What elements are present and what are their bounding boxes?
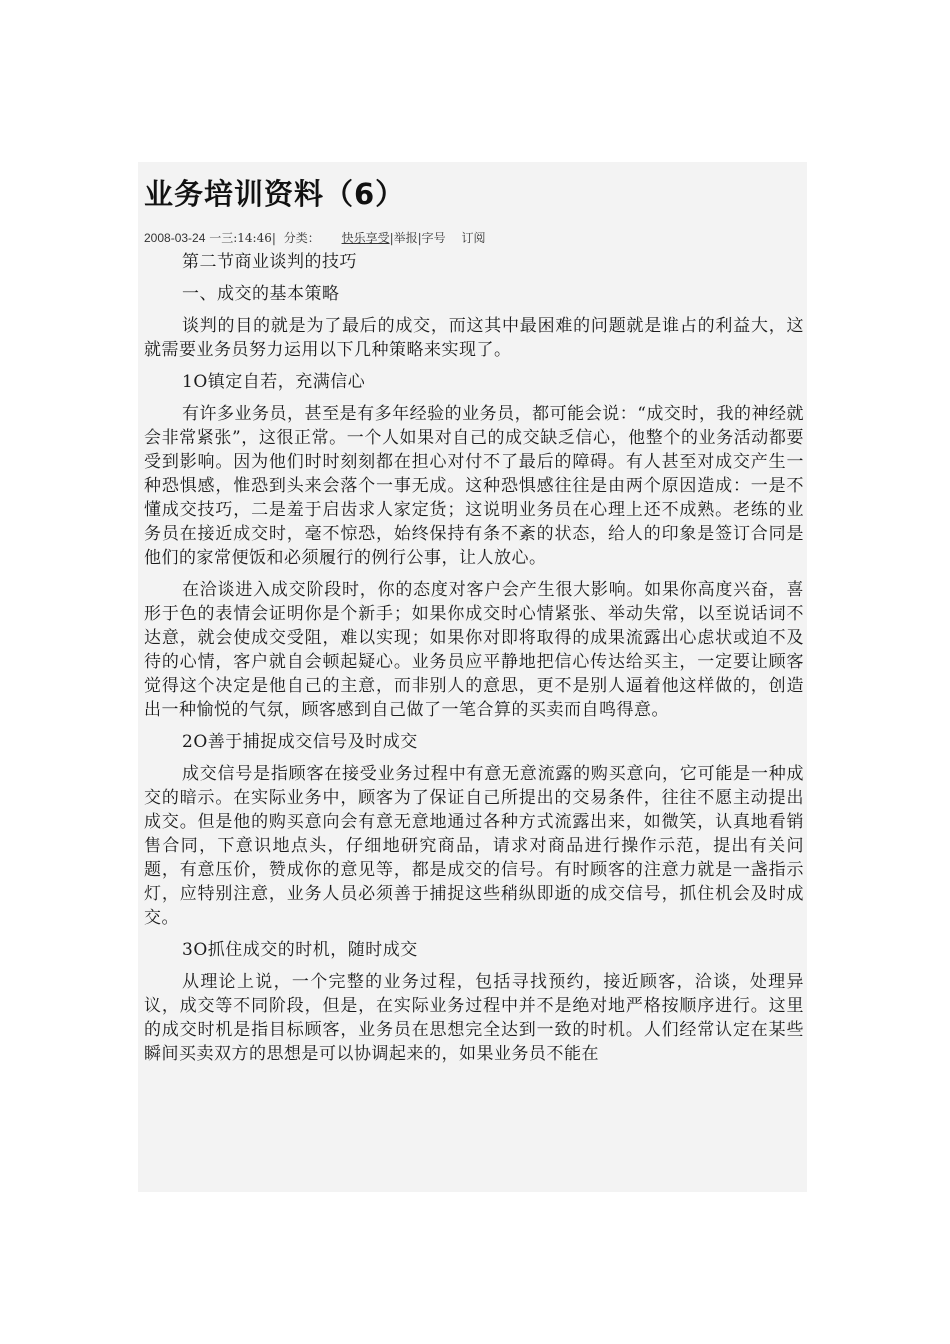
paragraph: 有许多业务员，甚至是有多年经验的业务员，都可能会说：“成交时，我的神经就会非常紧张”，这很正常。一个人如果对自己的成交缺乏信心，他整个的业务活动都要受到影响。因为他们时时刻刻都在担心对付不了最后的障碍。有人甚至对成交产生一种恐惧感，惟恐到头来会落个一事无成。这种恐惧感往往是由两个原因造成：一是不懂成交技巧，二是羞于启齿求人家定货；这说明业务员在心理上还不成熟。老练的业务员在接近成交时，毫不惊恐，始终保持有条不紊的状态，给人的印象是签订合同是他们的家常便饭和必须履行的例行公事，让人放心。	[144, 404, 804, 568]
font-size-link[interactable]: 字号	[421, 231, 446, 245]
report-link[interactable]: |举报|	[389, 231, 422, 245]
paragraph: 成交信号是指顾客在接受业务过程中有意无意流露的购买意向，它可能是一种成交的暗示。在实际业务中，顾客为了保证自己所提出的交易条件，往往不愿主动提出成交。但是他的购买意向会有意无意地通过各种方式流露出来，如微笑，认真地看销售合同，下意识地点头，仔细地研究商品，请求对商品进行操作示范，提出有关问题，有意压价，赞成你的意见等，都是成交的信号。有时顾客的注意力就是一盏指示灯，应特别注意，业务人员必须善于捕捉这些稍纵即逝的成交信号，抓住机会及时成交。	[144, 764, 804, 928]
paragraph: 在洽谈进入成交阶段时，你的态度对客户会产生很大影响。如果你高度兴奋，喜形于色的表情会证明你是个新手；如果你成交时心情紧张、举动失常，以至说话词不达意，就会使成交受阻，难以实现；如果你对即将取得的成果流露出心虑状或迫不及待的心情，客户就自会顿起疑心。业务员应平静地把信心传达给买主，一定要让顾客觉得这个决定是他自己的主意，而非别人的意思，更不是别人逼着他这样做的，创造出一种愉悦的气氛，顾客感到自己做了一笔合算的买卖而自鸣得意。	[144, 580, 804, 720]
section-heading: 第二节商业谈判的技巧	[182, 252, 357, 272]
category-label: 分类：	[283, 231, 320, 245]
point-heading: 3O抓住成交的时机，随时成交	[182, 940, 418, 960]
point-heading: 1O镇定自若，充满信心	[182, 372, 366, 392]
article-body	[144, 250, 804, 1066]
subsection-heading: 一、成交的基本策略	[182, 284, 340, 304]
article-title: 业务培训资料（6）	[144, 177, 406, 211]
paragraph: 从理论上说，一个完整的业务过程，包括寻找预约，接近顾客，洽谈，处理异议，成交等不同阶段，但是，在实际业务过程中并不是绝对地严格按顺序进行。这里的成交时机是指目标顾客，业务员在思想完全达到一致的时机。人们经常认定在某些瞬间买卖双方的思想是可以协调起来的，如果业务员不能在	[144, 972, 804, 1064]
subscribe-link[interactable]: 订阅	[461, 231, 486, 245]
post-time: 一三:14:46|	[209, 231, 276, 245]
paragraph: 谈判的目的就是为了最后的成交，而这其中最困难的问题就是谁占的利益大，这就需要业务员努力运用以下几种策略来实现了。	[144, 316, 804, 360]
post-date: 2008-03-24	[144, 231, 206, 245]
article-meta	[144, 230, 804, 246]
article	[144, 170, 804, 1074]
point-heading: 2O善于捕捉成交信号及时成交	[182, 732, 418, 752]
category-link[interactable]: 快乐享受	[341, 231, 390, 245]
